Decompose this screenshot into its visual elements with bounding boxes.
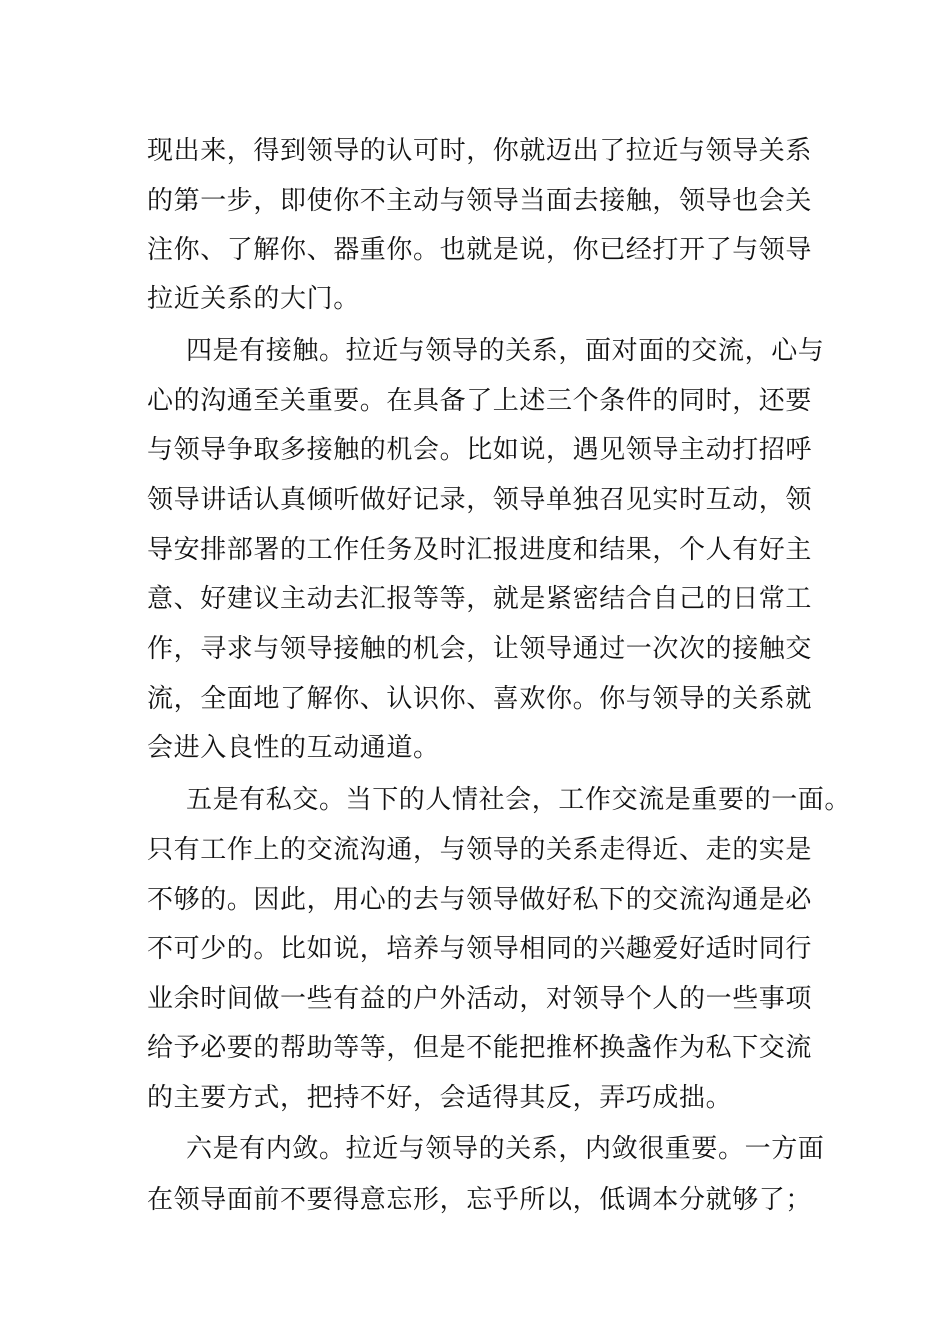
text-line: 注你、了解你、器重你。也就是说，你已经打开了与领导 [147, 235, 813, 265]
text-line: 作，寻求与领导接触的机会，让领导通过一次次的接触交 [147, 634, 813, 664]
text-line: 意、好建议主动去汇报等等，就是紧密结合自己的日常工 [147, 584, 813, 614]
text-line: 在领导面前不要得意忘形，忘乎所以，低调本分就够了； [147, 1185, 813, 1215]
text-line: 现出来，得到领导的认可时，你就迈出了拉近与领导关系 [147, 136, 813, 166]
text-line: 给予必要的帮助等等，但是不能把推杯换盏作为私下交流 [147, 1033, 813, 1063]
text-line: 流，全面地了解你、认识你、喜欢你。你与领导的关系就 [147, 684, 813, 714]
text-line: 与领导争取多接触的机会。比如说，遇见领导主动打招呼 [147, 435, 813, 465]
text-line: 会进入良性的互动通道。 [147, 733, 440, 763]
text-line: 不够的。因此，用心的去与领导做好私下的交流沟通是必 [147, 885, 813, 915]
text-line: 业余时间做一些有益的户外活动，对领导个人的一些事项 [147, 984, 813, 1014]
text-line: 领导讲话认真倾听做好记录，领导单独召见实时互动，领 [147, 485, 813, 515]
paragraph-start-line: 六是有内敛。拉近与领导的关系，内敛很重要。一方面 [186, 1134, 825, 1164]
text-line: 心的沟通至关重要。在具备了上述三个条件的同时，还要 [147, 386, 813, 416]
text-line: 拉近关系的大门。 [147, 284, 360, 314]
text-line: 导安排部署的工作任务及时汇报进度和结果，个人有好主 [147, 535, 813, 565]
text-line: 不可少的。比如说，培养与领导相同的兴趣爱好适时同行 [147, 934, 813, 964]
text-line: 的主要方式，把持不好，会适得其反，弄巧成拙。 [147, 1083, 733, 1113]
text-line: 只有工作上的交流沟通，与领导的关系走得近、走的实是 [147, 835, 813, 865]
text-line: 的第一步，即使你不主动与领导当面去接触，领导也会关 [147, 186, 813, 216]
paragraph-start-line: 五是有私交。当下的人情社会，工作交流是重要的一面。 [186, 785, 852, 815]
paragraph-start-line: 四是有接触。拉近与领导的关系，面对面的交流，心与 [186, 336, 825, 366]
